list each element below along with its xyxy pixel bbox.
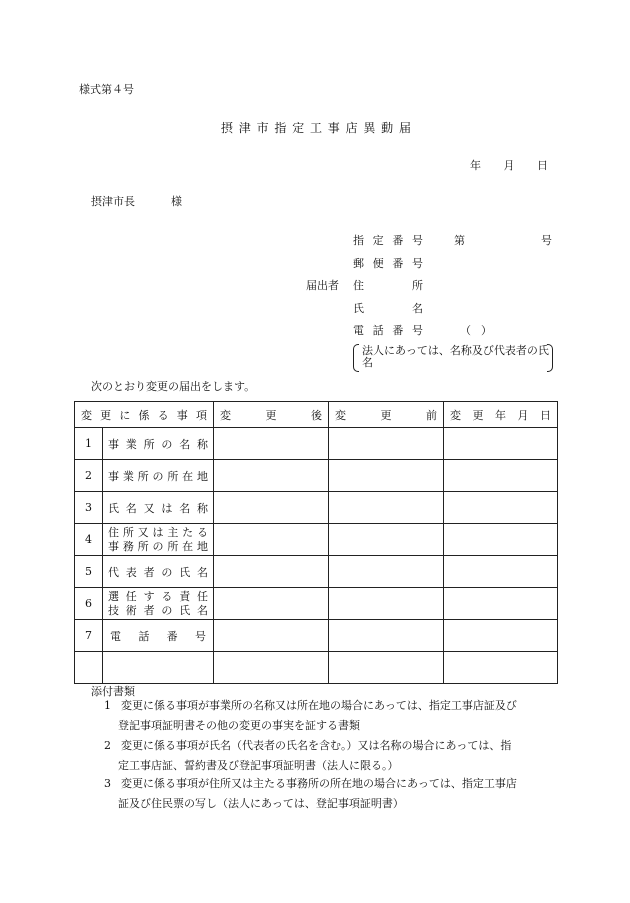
row-item — [103, 460, 214, 492]
addressee-name: 摂津市長 — [91, 195, 135, 208]
cell-date[interactable] — [444, 524, 558, 556]
char: 更 — [265, 408, 277, 422]
attachment-line: 証及び住民票の写し（法人にあっては、登記事項証明書） — [118, 797, 404, 810]
char: 変 — [81, 408, 92, 422]
char: 月 — [517, 408, 529, 422]
char: 業 — [122, 469, 134, 483]
corporate-note-text: 法人にあっては、名称及び代表者の氏名 — [362, 344, 549, 369]
cell-before[interactable] — [329, 524, 444, 556]
attachment-line: 変更に係る事項が住所又は主たる事務所の所在地の場合にあっては、指定工事店 — [121, 777, 517, 790]
char: 日 — [537, 159, 548, 172]
phone-value[interactable] — [460, 322, 492, 338]
postal-label — [353, 255, 423, 271]
name-row — [353, 300, 423, 316]
char: た — [182, 525, 194, 539]
char: 名 — [125, 501, 137, 515]
char: の — [152, 539, 164, 553]
attachment-line: 変更に係る事項が氏名（代表者の氏名を含む。）又は名称の場合にあっては、指 — [121, 739, 512, 752]
char: 日 — [540, 408, 551, 422]
char: 氏 — [179, 603, 191, 617]
char: 指 — [274, 121, 287, 135]
char: 氏 — [108, 501, 119, 515]
header-before — [329, 402, 444, 428]
attachment-item — [104, 774, 554, 814]
char: 名 — [412, 302, 423, 315]
cell-before[interactable] — [329, 588, 444, 620]
table-row — [75, 556, 558, 588]
char: 技 — [108, 603, 119, 617]
char: 又 — [137, 525, 149, 539]
char: 郵 — [353, 257, 364, 270]
header-item — [75, 402, 214, 428]
char: る — [196, 525, 208, 539]
designation-prefix: 第 — [454, 234, 465, 247]
char: の — [161, 437, 173, 451]
table-row — [75, 428, 558, 460]
char: 前 — [426, 408, 437, 422]
char: 指 — [353, 234, 364, 247]
designation-label — [353, 232, 423, 248]
cell-after[interactable] — [214, 460, 329, 492]
char: 事 — [327, 121, 340, 135]
cell-after[interactable] — [214, 588, 329, 620]
char: 摂 — [221, 121, 234, 135]
char: 届 — [398, 121, 411, 135]
phone-paren-open: （ — [460, 324, 471, 337]
char: 変 — [450, 408, 461, 422]
char: の — [161, 565, 173, 579]
row-number: 4 — [75, 524, 103, 556]
phone-paren-close: ） — [481, 324, 492, 337]
char: 名 — [196, 603, 208, 617]
char: る — [157, 408, 169, 422]
char: 氏 — [179, 565, 191, 579]
char: 任 — [196, 589, 208, 603]
row-number: 2 — [75, 460, 103, 492]
char: 月 — [503, 159, 515, 172]
cell-date[interactable] — [444, 428, 558, 460]
name-label — [353, 300, 423, 316]
char: 変 — [335, 408, 346, 422]
cell-before[interactable] — [329, 460, 444, 492]
corporate-note — [353, 343, 553, 373]
char: 号 — [411, 257, 423, 270]
table-row — [75, 652, 558, 684]
char: 異 — [363, 121, 376, 135]
char: 所 — [143, 437, 155, 451]
cell-date[interactable] — [444, 652, 558, 684]
char: 店 — [345, 121, 358, 135]
char: 代 — [108, 565, 119, 579]
date-line — [470, 157, 548, 173]
attachment-item — [104, 696, 554, 736]
char: 者 — [143, 565, 155, 579]
char: 事 — [108, 539, 119, 553]
cell-after[interactable] — [214, 428, 329, 460]
char: 号 — [411, 234, 423, 247]
char: 又 — [143, 501, 155, 515]
char: 称 — [196, 501, 208, 515]
phone-row — [353, 322, 492, 338]
char: 号 — [411, 324, 423, 337]
cell-before[interactable] — [329, 428, 444, 460]
char: 便 — [372, 257, 384, 270]
char: 動 — [381, 121, 394, 135]
table-row — [75, 524, 558, 556]
designation-row — [353, 232, 552, 248]
char: 称 — [196, 437, 208, 451]
char: 後 — [311, 408, 322, 422]
char: 所 — [137, 469, 149, 483]
header-date — [444, 402, 558, 428]
char: 係 — [138, 408, 150, 422]
char: 地 — [196, 469, 208, 483]
char: 任 — [125, 589, 137, 603]
char: 地 — [196, 539, 208, 553]
table-header-row — [75, 402, 558, 428]
cell-date[interactable] — [444, 620, 558, 652]
char: 在 — [182, 539, 194, 553]
row-item — [103, 556, 214, 588]
char: 住 — [108, 525, 119, 539]
address-row — [353, 277, 423, 293]
char: 話 — [138, 629, 150, 643]
table-row — [75, 588, 558, 620]
designation-value[interactable] — [454, 232, 552, 248]
row-number: 7 — [75, 620, 103, 652]
cell-after[interactable] — [214, 524, 329, 556]
char: 名 — [179, 501, 191, 515]
char: 名 — [179, 437, 191, 451]
char: 更 — [380, 408, 392, 422]
cell-date[interactable] — [444, 556, 558, 588]
attachment-item — [104, 736, 554, 776]
char: る — [161, 589, 173, 603]
char: 定 — [372, 234, 384, 247]
table-row — [75, 620, 558, 652]
bracket-left-icon — [353, 344, 359, 372]
intro-text: 次のとおり変更の届出をします。 — [91, 380, 256, 393]
char: 番 — [166, 629, 178, 643]
change-table — [74, 401, 558, 684]
char: 話 — [372, 324, 384, 337]
attachment-number: 3 — [104, 777, 111, 790]
row-number — [75, 652, 103, 684]
table-body — [75, 428, 558, 684]
char: 年 — [495, 408, 506, 422]
row-number: 6 — [75, 588, 103, 620]
char: 所 — [412, 279, 423, 292]
table-row — [75, 460, 558, 492]
cell-before[interactable] — [329, 492, 444, 524]
char: 事 — [108, 469, 119, 483]
phone-label — [353, 322, 423, 338]
char: 電 — [110, 629, 121, 643]
char: は — [152, 525, 164, 539]
cell-after[interactable] — [214, 652, 329, 684]
char: 項 — [195, 408, 207, 422]
char: 工 — [309, 121, 322, 135]
attachment-line: 登記事項証明書その他の変更の事実を証する書類 — [118, 719, 360, 732]
char: す — [143, 589, 155, 603]
row-item — [103, 620, 214, 652]
char: 変 — [220, 408, 231, 422]
char: の — [161, 603, 173, 617]
table-row — [75, 492, 558, 524]
char: 所 — [167, 469, 179, 483]
char: 業 — [125, 437, 137, 451]
page-title — [221, 119, 411, 136]
char: 事 — [108, 437, 119, 451]
notifier-label: 届出者 — [306, 279, 339, 292]
char: に — [119, 408, 131, 422]
char: 氏 — [353, 302, 364, 315]
row-item — [103, 428, 214, 460]
row-item — [103, 524, 214, 556]
cell-after[interactable] — [214, 556, 329, 588]
char: 住 — [353, 279, 364, 292]
char: 番 — [392, 257, 404, 270]
attachment-line: 定工事店証、誓約書及び登記事項証明書（法人に限る。） — [118, 759, 399, 772]
bracket-right-icon — [547, 344, 553, 372]
char: 市 — [256, 121, 269, 135]
char: 事 — [176, 408, 188, 422]
attachment-number: 1 — [104, 699, 111, 712]
address-label — [353, 277, 423, 293]
cell-date[interactable] — [444, 460, 558, 492]
row-number: 3 — [75, 492, 103, 524]
char: 選 — [108, 589, 119, 603]
char: は — [161, 501, 173, 515]
cell-date[interactable] — [444, 588, 558, 620]
addressee — [91, 193, 182, 209]
attachment-line: 変更に係る事項が事業所の名称又は所在地の場合にあっては、指定工事店証及び — [121, 699, 517, 712]
char: 表 — [125, 565, 137, 579]
attachment-number: 2 — [104, 739, 111, 752]
row-item — [103, 588, 214, 620]
row-number: 5 — [75, 556, 103, 588]
row-item — [103, 652, 214, 684]
char: の — [152, 469, 164, 483]
cell-before[interactable] — [329, 620, 444, 652]
char: 在 — [182, 469, 194, 483]
char: 更 — [100, 408, 112, 422]
char: 番 — [392, 324, 404, 337]
char: 所 — [167, 539, 179, 553]
char: 所 — [137, 539, 149, 553]
char: 所 — [122, 525, 134, 539]
form-number: 様式第４号 — [79, 83, 134, 96]
row-item — [103, 492, 214, 524]
postal-row — [353, 255, 423, 271]
cell-before[interactable] — [329, 652, 444, 684]
addressee-suffix: 様 — [171, 195, 182, 208]
char: 術 — [125, 603, 137, 617]
char: 電 — [353, 324, 364, 337]
char: 津 — [238, 121, 251, 135]
cell-date[interactable] — [444, 492, 558, 524]
attachments-title: 添付書類 — [91, 685, 135, 698]
header-after — [214, 402, 329, 428]
designation-suffix: 号 — [541, 234, 552, 247]
char: 番 — [392, 234, 404, 247]
char: 号 — [194, 629, 206, 643]
char: 更 — [472, 408, 484, 422]
char: 責 — [179, 589, 191, 603]
cell-after[interactable] — [214, 620, 329, 652]
cell-after[interactable] — [214, 492, 329, 524]
cell-before[interactable] — [329, 556, 444, 588]
char: 年 — [470, 159, 481, 172]
char: 者 — [143, 603, 155, 617]
char: 定 — [292, 121, 305, 135]
row-number: 1 — [75, 428, 103, 460]
char: 名 — [196, 565, 208, 579]
char: 主 — [167, 525, 179, 539]
char: 務 — [122, 539, 134, 553]
